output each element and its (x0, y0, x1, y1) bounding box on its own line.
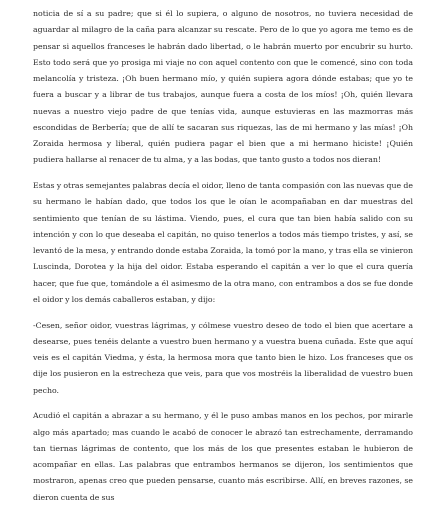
paragraph-2: Estas y otras semejantes palabras decía el oidor, lleno de tanta compasión con las nuevas que de su hermano le habían dado, que todos los que le oían le acompañaban en dar muestras del sentimiento que tenían de su lástima. Viendo, pues, el cura que tan bien había salido con su intención y con lo que deseaba el capitán, no quiso tenerlos a todos más tiempo tristes, y así, se levantó de la mesa, y entrando donde estaba Zoraida, la tomó por la mano, y tras ella se vinieron Luscinda, Dorotea y la hija del oidor. Estaba esperando el capitán a ver lo que el cura quería hacer, que fue que, tomándole a él asimesmo de la otra mano, con entrambos a dos se fue donde el oidor y los demás caballeros estaban, y dijo: (33, 181, 413, 304)
paragraph-4: Acudió el capitán a abrazar a su hermano, y él le puso ambas manos en los pechos, por mirarle algo más apartado; mas cuando le acabó de conocer le abrazó tan estrechamente, derramando tan tiernas lágrimas de contento, que los más de los que presentes estaban le hubieron de acompañar en ellas. Las palabras que entrambos hermanos se dijeron, los sentimientos que mostraron, apenas creo que pueden pensarse, cuanto más escribirse. Allí, en breves razones, se dieron cuenta de sus (33, 411, 413, 502)
paragraph-1: noticia de sí a su padre; que si él lo supiera, o alguno de nosotros, no tuviera necesidad de aguardar al milagro de la caña para alcanzar su rescate. Pero de lo que yo agora me temo es de pensar si aquellos franceses le habrán dado libertad, o le habrán muerto por encubrir su hurto. Esto todo será que yo prosiga mi viaje no con aquel contento con que le comencé, sino con toda melancolía y tristeza. ¡Oh buen hermano mío, y quién supiera agora dónde estabas; que yo te fuera a buscar y a librar de tus trabajos, aunque fuera a costa de los míos! ¡Oh, quién llevara nuevas a nuestro viejo padre de que tenías vida, aunque estuvieras en las mazmorras más escondidas de Berbería; que de allí te sacaran sus riquezas, las de mi hermano y las mías! ¡Oh Zoraida hermosa y liberal, quién pudiera pagar el bien que a mi hermano hiciste! ¡Quién pudiera hallarse al renacer de tu alma, y a las bodas, que tanto gusto a todos nos dieran! (33, 9, 413, 165)
paragraph-3: -Cesen, señor oidor, vuestras lágrimas, y cólmese vuestro deseo de todo el bien que acertare a desearse, pues tenéis delante a vuestro buen hermano y a vuestra buena cuñada. Este que aquí veis es el capitán Viedma, y ésta, la hermosa mora que tanto bien le hizo. Los franceses que os dije los pusieron en la estrecheza que veis, para que vos mostréis la liberalidad de vuestro buen pecho. (33, 320, 413, 395)
